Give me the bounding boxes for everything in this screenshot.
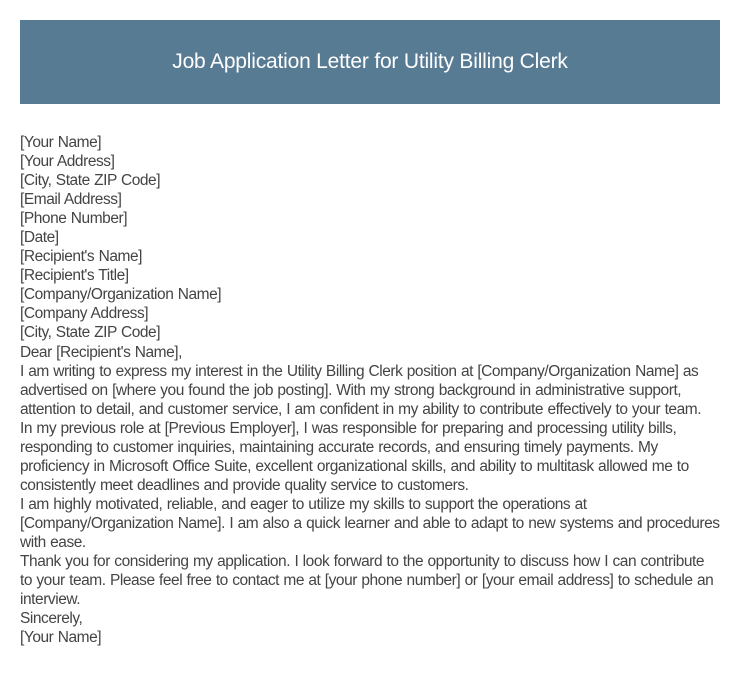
paragraph-experience: In my previous role at [Previous Employer], I was responsible for preparing and processing utility bills, responding to customer inquiries, maintaining accurate records, and ensuring timely payments. My proficiency in Microsoft Office Suite, excellent organizational skills, and ability to multitask allowed me to consistently meet deadlines and provide quality service to customers. xyxy=(20,419,689,494)
sender-city-state-zip: [City, State ZIP Code] xyxy=(20,172,161,190)
recipient-organization: [Company/Organization Name] xyxy=(20,286,222,304)
letter-body xyxy=(20,133,720,647)
page-header xyxy=(20,20,720,104)
signature: [Your Name] xyxy=(20,629,102,647)
recipient-title: [Recipient's Title] xyxy=(20,267,129,285)
paragraph-thanks: Thank you for considering my application. I look forward to the opportunity to discuss how I can contribute to your team. Please feel free to contact me at [your phone number] or [your email address] to schedule an interview. xyxy=(20,553,714,609)
closing: Sincerely, xyxy=(20,610,83,628)
sender-address: [Your Address] xyxy=(20,153,115,171)
paragraph-motivation: I am highly motivated, reliable, and eager to utilize my skills to support the operations at [Company/Organization Name]. I am also a quick learner and able to adapt to new systems and procedures with ease. xyxy=(20,495,720,551)
page-title: Job Application Letter for Utility Billing Clerk xyxy=(172,50,568,73)
recipient-address: [Company Address] xyxy=(20,305,149,323)
sender-email: [Email Address] xyxy=(20,191,122,209)
sender-phone: [Phone Number] xyxy=(20,210,128,228)
recipient-city-state-zip: [City, State ZIP Code] xyxy=(20,324,161,342)
recipient-name: [Recipient's Name] xyxy=(20,248,142,266)
letter-date: [Date] xyxy=(20,229,59,247)
salutation: Dear [Recipient's Name], xyxy=(20,343,183,361)
sender-name: [Your Name] xyxy=(20,134,102,151)
paragraph-interest: I am writing to express my interest in the Utility Billing Clerk position at [Company/Organization Name] as advertised on [where you found the job posting]. With my strong background in administrative support, attention to detail, and customer service, I am confident in my ability to contribute effectively to your team. xyxy=(20,362,702,418)
